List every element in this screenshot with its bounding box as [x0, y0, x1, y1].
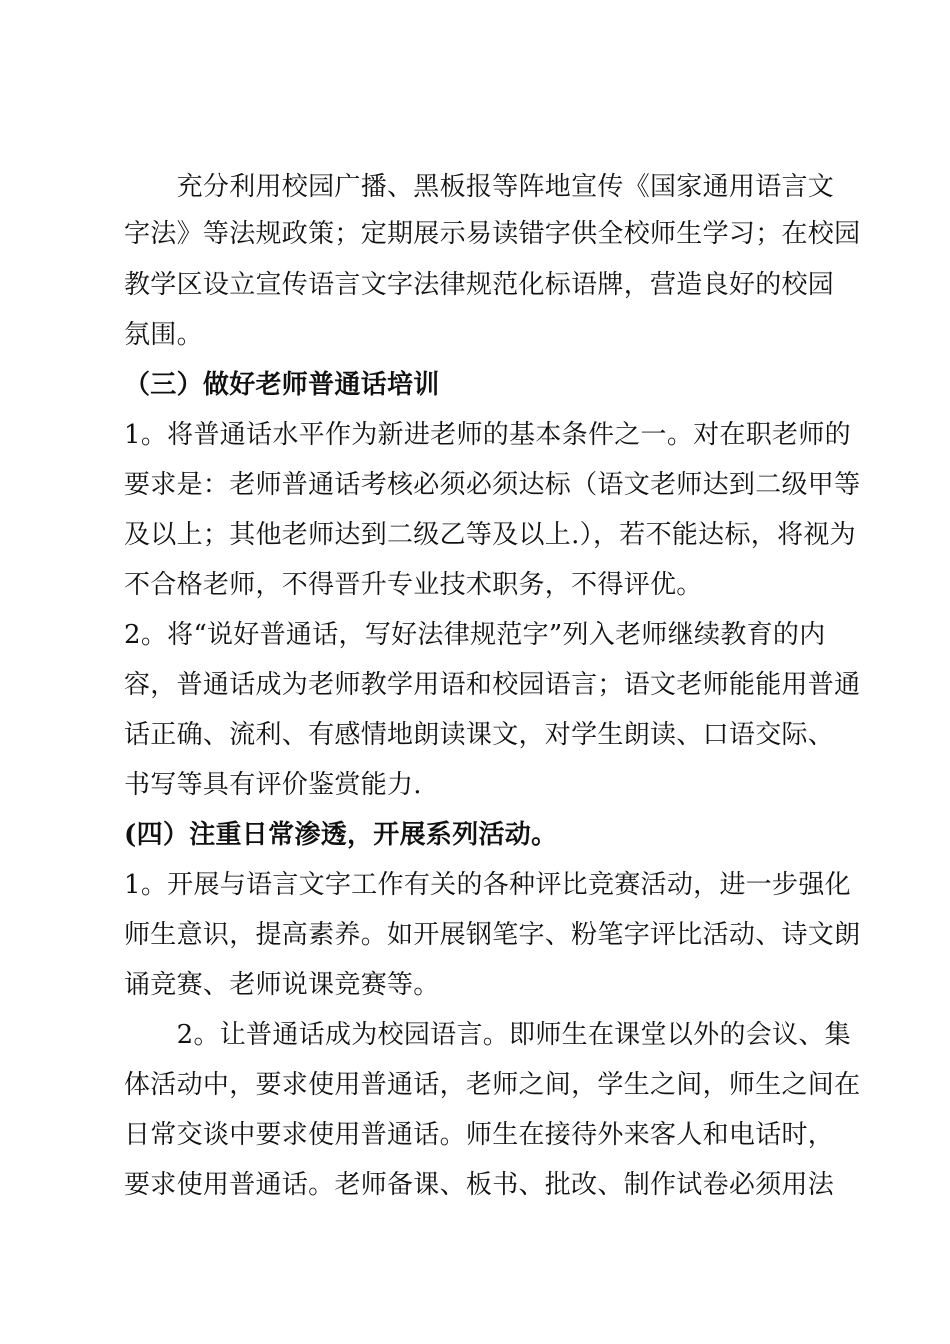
paragraph-line-2: 字法》等法规政策；定期展示易读错字供全校师生学习；在校园 [124, 219, 861, 249]
paragraph-line-10: 2。将“说好普通话，写好法律规范字”列入老师继续教育的内 [124, 620, 826, 650]
paragraph-line-9: 不合格老师，不得晋升专业技术职务，不得评优。 [124, 570, 703, 600]
paragraph-line-1: 充分利用校园广播、黑板报等阵地宣传《国家通用语言文 [124, 172, 835, 202]
paragraph-line-12: 话正确、流利、有感情地朗读课文，对学生朗读、口语交际、 [124, 720, 835, 750]
paragraph-line-8: 及以上；其他老师达到二级乙等及以上.），若不能达标，将视为 [124, 520, 856, 550]
paragraph-line-19: 体活动中，要求使用普通话，老师之间，学生之间，师生之间在 [124, 1070, 861, 1100]
paragraph-line-15: 1。开展与语言文字工作有关的各种评比竞赛活动，进一步强化 [124, 870, 851, 900]
paragraph-line-7: 要求是：老师普通话考核必须必须达标（语文老师达到二级甲等 [124, 470, 861, 500]
paragraph-line-4: 氛围。 [124, 320, 203, 350]
paragraph-line-13: 书写等具有评价鉴赏能力. [124, 770, 422, 800]
paragraph-line-17: 诵竞赛、老师说课竞赛等。 [124, 970, 440, 1000]
paragraph-line-20: 日常交谈中要求使用普通话。师生在接待外来客人和电话时， [124, 1120, 835, 1150]
section-heading-3: （三）做好老师普通话培训 [124, 370, 440, 400]
paragraph-line-6: 1。将普通话水平作为新进老师的基本条件之一。对在职老师的 [124, 420, 851, 450]
paragraph-line-18: 2。让普通话成为校园语言。即师生在课堂以外的会议、集 [124, 1020, 851, 1050]
paragraph-line-11: 容，普通话成为老师教学用语和校园语言；语文老师能能用普通 [124, 670, 861, 700]
paragraph-line-16: 师生意识，提高素养。如开展钢笔字、粉笔字评比活动、诗文朗 [124, 920, 861, 950]
paragraph-line-21: 要求使用普通话。老师备课、板书、批改、制作试卷必须用法 [124, 1170, 835, 1200]
paragraph-line-3: 教学区设立宣传语言文字法律规范化标语牌，营造良好的校园 [124, 270, 835, 300]
section-heading-4: (四）注重日常渗透，开展系列活动。 [124, 820, 558, 850]
